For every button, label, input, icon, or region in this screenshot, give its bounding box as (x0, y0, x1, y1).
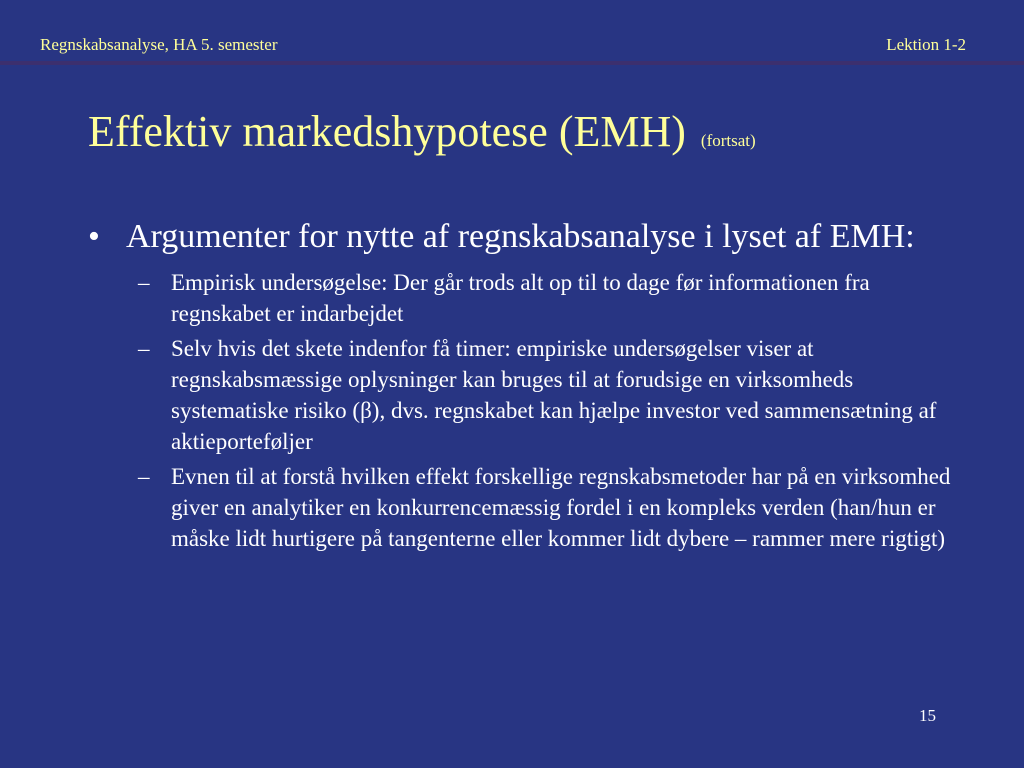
sub-bullet-text: Empirisk undersøgelse: Der går trods alt op til to dage før informationen fra regnskabet er indarbejdet (171, 270, 870, 326)
bullet-dot-icon: • (88, 218, 100, 255)
slide-title (88, 108, 756, 156)
dash-icon: – (138, 464, 150, 489)
header-divider (0, 61, 1024, 65)
lecture-label: Lektion 1-2 (886, 35, 966, 54)
sub-bullet-2 (88, 333, 958, 457)
main-bullet (88, 214, 958, 259)
page-number: 15 (919, 706, 936, 725)
dash-icon: – (138, 270, 150, 295)
dash-icon: – (138, 336, 150, 361)
sub-bullet-list (88, 267, 958, 554)
slide-title-text: Effektiv markedshypotese (EMH) (88, 107, 686, 156)
slide-content (88, 214, 958, 558)
sub-bullet-text: Evnen til at forstå hvilken effekt forskellige regnskabsmetoder har på en virksomhed giver en analytiker en konkurrencemæssig fordel i en kompleks verden (han/hun er måske lidt hurtigere på tangenterne eller kommer lidt dybere – rammer mere rigtigt) (171, 464, 951, 551)
sub-bullet-3 (88, 461, 958, 554)
slide-header (0, 0, 1024, 62)
sub-bullet-text: Selv hvis det skete indenfor få timer: empiriske undersøgelser viser at regnskabsmæssige oplysninger kan bruges til at forudsige en virksomheds systematiske risiko (β), dvs. regnskabet kan hjælpe investor ved sammensætning af aktieporteføljer (171, 336, 937, 454)
main-bullet-text: Argumenter for nytte af regnskabsanalyse i lyset af EMH: (126, 218, 915, 255)
slide-title-suffix: (fortsat) (700, 131, 756, 150)
sub-bullet-1 (88, 267, 958, 329)
course-title: Regnskabsanalyse, HA 5. semester (40, 35, 278, 54)
